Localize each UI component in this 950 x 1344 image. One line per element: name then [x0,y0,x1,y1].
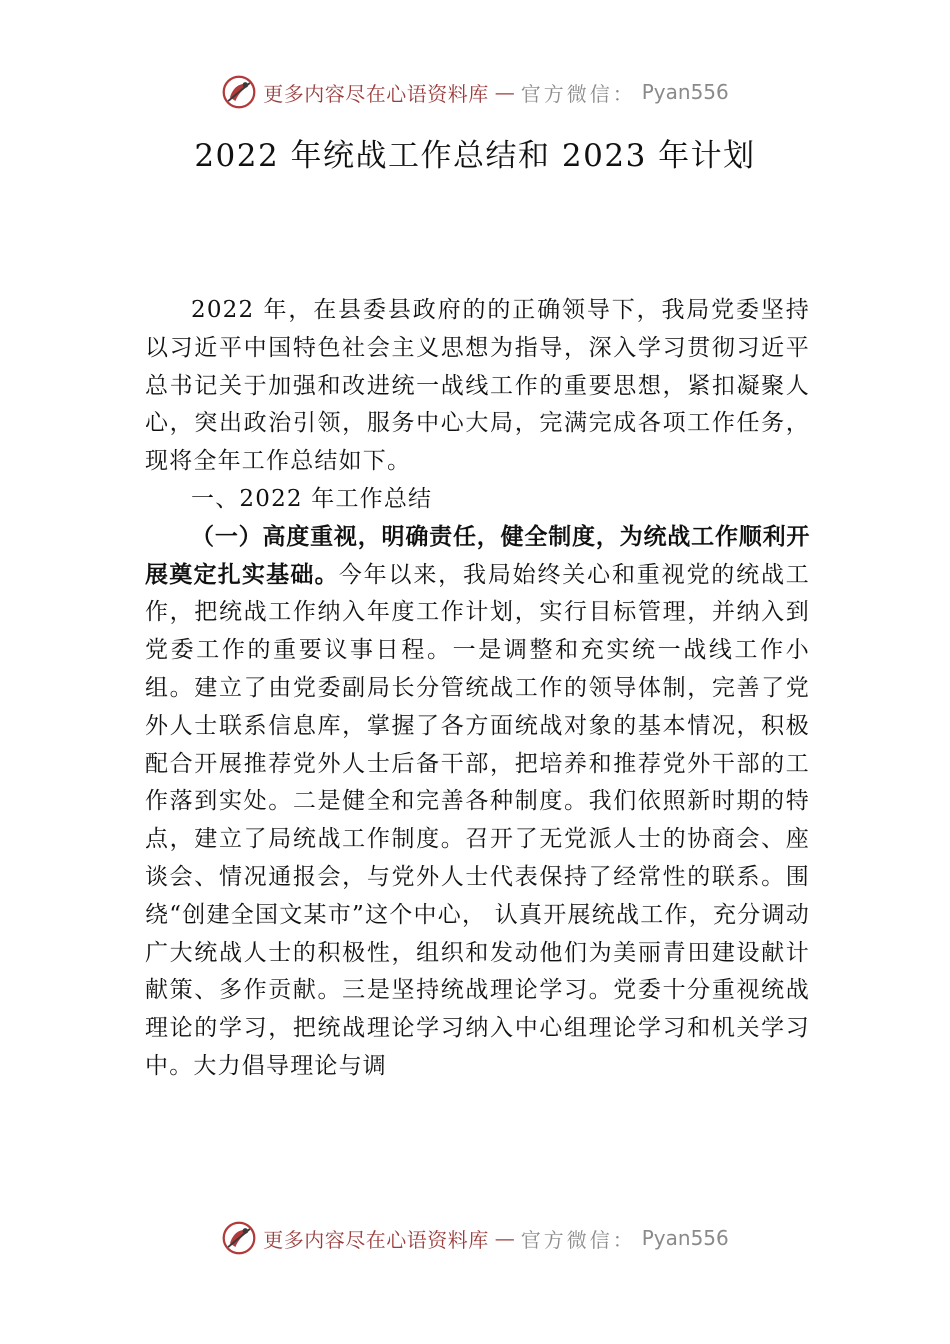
section-heading: 一、2022 年工作总结 [191,485,433,512]
watermark-header [0,70,950,114]
watermark-dash: — [494,80,515,104]
watermark-label: 官方微信： [520,1227,636,1252]
logo-icon [221,1220,257,1256]
subsection-bold-lead: （一）高度重视，明确责任，健全制度，为统战工作顺利开展奠定扎实基础。 [145,523,810,588]
watermark-site-text: 更多内容尽在心语资料库 [263,81,489,106]
logo-icon [221,74,257,110]
page-title: 2022 年统战工作总结和 2023 年计划 [194,138,756,174]
watermark-account: Pyan556 [641,1226,729,1250]
watermark-label: 官方微信： [520,81,636,106]
subsection-text: 今年以来，我局始终关心和重视党的统战工作，把统战工作纳入年度工作计划，实行目标管理，并纳入到党委工作的重要议事日程。一是调整和充实统一战线工作小组。建立了由党委副局长分管统战工作的领导体制，完善了党外人士联系信息库，掌握了各方面统战对象的基本情况，积极配合开展推荐党外人士后备干部，把培养和推荐党外干部的工作落到实处。二是健全和完善各种制度。我们依照新时期的特点，建立了局统战工作制度。召开了无党派人士的协商会、座谈会、情况通报会，与党外人士代表保持了经常性的联系。围绕“创建全国文某市”这个中心， 认真开展统战工作，充分调动广大统战人士的积极性，组织和发动他们为美丽青田建设献计献策、多作贡献。三是坚持统战理论学习。党委十分重视统战理论的学习，把统战理论学习纳入中心组理论学习和机关学习中。大力倡导理论与调 [145,561,810,1079]
watermark-account: Pyan556 [641,80,729,104]
watermark-dash: — [494,1226,515,1250]
watermark-site-text: 更多内容尽在心语资料库 [263,1227,489,1252]
document-body [145,292,810,1086]
intro-paragraph: 2022 年，在县委县政府的的正确领导下，我局党委坚持以习近平中国特色社会主义思想为指导，深入学习贯彻习近平总书记关于加强和改进统一战线工作的重要思想，紧扣凝聚人心，突出政治引领，服务中心大局，完满完成各项工作任务，现将全年工作总结如下。 [145,297,810,475]
subsection-paragraph [145,519,810,1086]
watermark-footer [0,1216,950,1260]
